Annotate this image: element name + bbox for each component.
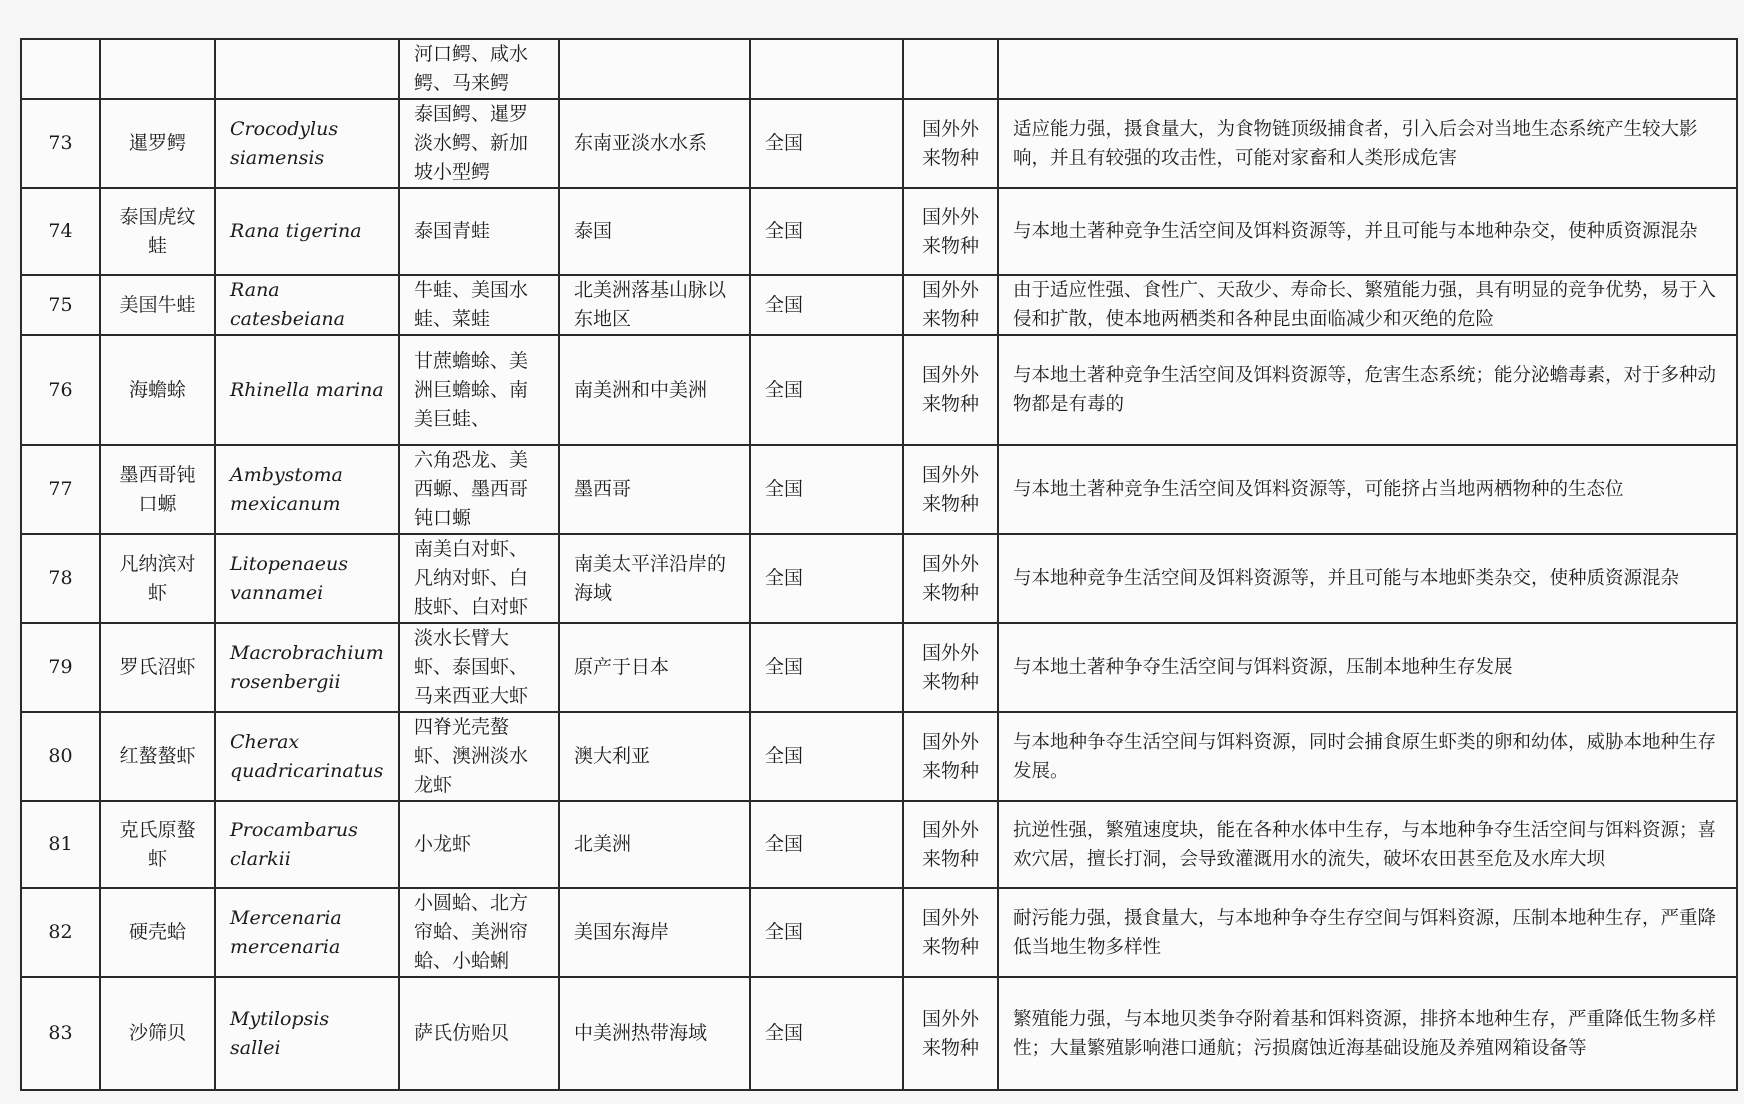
species-type-cell: 国外外来物种 (903, 188, 998, 275)
alias-names-cell: 淡水长臂大虾、泰国虾、马来西亚大虾 (399, 623, 559, 712)
ecological-impact-cell: 繁殖能力强，与本地贝类争夺附着基和饵料资源，排挤本地种生存，严重降低生物多样性；大量繁殖影响港口通航；污损腐蚀近海基础设施及养殖网箱设备等 (998, 977, 1737, 1090)
native-origin-cell: 原产于日本 (559, 623, 750, 712)
table-row (21, 623, 1737, 712)
alias-names-cell: 泰国青蛙 (399, 188, 559, 275)
distribution-range-cell: 全国 (750, 99, 903, 188)
ecological-impact-cell (998, 39, 1737, 99)
alias-names-cell: 河口鳄、咸水鳄、马来鳄 (399, 39, 559, 99)
distribution-range-cell: 全国 (750, 888, 903, 977)
table-row (21, 712, 1737, 801)
distribution-range-cell: 全国 (750, 712, 903, 801)
ecological-impact-cell: 与本地种争夺生活空间与饵料资源，同时会捕食原生虾类的卵和幼体，威胁本地种生存发展。 (998, 712, 1737, 801)
species-number-cell: 81 (21, 801, 100, 888)
ecological-impact-cell: 抗逆性强，繁殖速度块，能在各种水体中生存，与本地种争夺生活空间与饵料资源；喜欢穴居，擅长打洞，会导致灌溉用水的流失，破坏农田甚至危及水库大坝 (998, 801, 1737, 888)
common-name-cell: 硬壳蛤 (100, 888, 215, 977)
common-name-cell: 墨西哥钝口螈 (100, 445, 215, 534)
ecological-impact-cell: 适应能力强，摄食量大，为食物链顶级捕食者，引入后会对当地生态系统产生较大影响，并且有较强的攻击性，可能对家畜和人类形成危害 (998, 99, 1737, 188)
alias-names-cell: 甘蔗蟾蜍、美洲巨蟾蜍、南美巨蛙、 (399, 335, 559, 445)
table-row (21, 335, 1737, 445)
alias-names-cell: 南美白对虾、凡纳对虾、白肢虾、白对虾 (399, 534, 559, 623)
table-row (21, 39, 1737, 99)
table-row (21, 445, 1737, 534)
scientific-name-cell: Cherax quadricarinatus (215, 712, 399, 801)
scientific-name-cell: Crocodylus siamensis (215, 99, 399, 188)
table-row (21, 534, 1737, 623)
common-name-cell: 克氏原螯虾 (100, 801, 215, 888)
species-type-cell (903, 39, 998, 99)
species-number-cell: 77 (21, 445, 100, 534)
common-name-cell: 美国牛蛙 (100, 275, 215, 335)
species-type-cell: 国外外来物种 (903, 275, 998, 335)
scientific-name-cell: Mytilopsis sallei (215, 977, 399, 1090)
alias-names-cell: 萨氏仿贻贝 (399, 977, 559, 1090)
species-type-cell: 国外外来物种 (903, 445, 998, 534)
native-origin-cell (559, 39, 750, 99)
scientific-name-cell: Ambystoma mexicanum (215, 445, 399, 534)
alias-names-cell: 六角恐龙、美西螈、墨西哥钝口螈 (399, 445, 559, 534)
native-origin-cell: 北美洲落基山脉以东地区 (559, 275, 750, 335)
distribution-range-cell: 全国 (750, 534, 903, 623)
table-row (21, 977, 1737, 1090)
species-number-cell: 73 (21, 99, 100, 188)
native-origin-cell: 中美洲热带海域 (559, 977, 750, 1090)
native-origin-cell: 南美洲和中美洲 (559, 335, 750, 445)
common-name-cell: 暹罗鳄 (100, 99, 215, 188)
alias-names-cell: 小圆蛤、北方帘蛤、美洲帘蛤、小蛤蜊 (399, 888, 559, 977)
scientific-name-cell: Litopenaeus vannamei (215, 534, 399, 623)
common-name-cell: 红螯螯虾 (100, 712, 215, 801)
table-row (21, 188, 1737, 275)
species-type-cell: 国外外来物种 (903, 335, 998, 445)
native-origin-cell: 东南亚淡水水系 (559, 99, 750, 188)
ecological-impact-cell: 与本地土著种竞争生活空间及饵料资源等，可能挤占当地两栖物种的生态位 (998, 445, 1737, 534)
distribution-range-cell: 全国 (750, 977, 903, 1090)
common-name-cell: 凡纳滨对虾 (100, 534, 215, 623)
species-number-cell (21, 39, 100, 99)
distribution-range-cell: 全国 (750, 188, 903, 275)
native-origin-cell: 美国东海岸 (559, 888, 750, 977)
scientific-name-cell: Macrobrachium rosenbergii (215, 623, 399, 712)
common-name-cell: 罗氏沼虾 (100, 623, 215, 712)
alias-names-cell: 牛蛙、美国水蛙、菜蛙 (399, 275, 559, 335)
species-table-sheet (20, 38, 1736, 1091)
scientific-name-cell (215, 39, 399, 99)
distribution-range-cell: 全国 (750, 335, 903, 445)
alias-names-cell: 小龙虾 (399, 801, 559, 888)
distribution-range-cell: 全国 (750, 623, 903, 712)
scientific-name-cell: Procambarus clarkii (215, 801, 399, 888)
species-type-cell: 国外外来物种 (903, 623, 998, 712)
table-row (21, 801, 1737, 888)
scientific-name-cell: Rana catesbeiana (215, 275, 399, 335)
ecological-impact-cell: 与本地土著种竞争生活空间及饵料资源等，危害生态系统；能分泌蟾毒素，对于多种动物都是有毒的 (998, 335, 1737, 445)
species-type-cell: 国外外来物种 (903, 801, 998, 888)
native-origin-cell: 墨西哥 (559, 445, 750, 534)
alias-names-cell: 四脊光壳螯虾、澳洲淡水龙虾 (399, 712, 559, 801)
species-number-cell: 80 (21, 712, 100, 801)
distribution-range-cell: 全国 (750, 275, 903, 335)
species-type-cell: 国外外来物种 (903, 712, 998, 801)
species-type-cell: 国外外来物种 (903, 888, 998, 977)
table-row (21, 888, 1737, 977)
ecological-impact-cell: 由于适应性强、食性广、天敌少、寿命长、繁殖能力强，具有明显的竞争优势，易于入侵和扩散，使本地两栖类和各种昆虫面临减少和灭绝的危险 (998, 275, 1737, 335)
common-name-cell: 海蟾蜍 (100, 335, 215, 445)
species-number-cell: 82 (21, 888, 100, 977)
distribution-range-cell: 全国 (750, 445, 903, 534)
scientific-name-cell: Rhinella marina (215, 335, 399, 445)
distribution-range-cell (750, 39, 903, 99)
species-number-cell: 76 (21, 335, 100, 445)
species-number-cell: 78 (21, 534, 100, 623)
scientific-name-cell: Mercenaria mercenaria (215, 888, 399, 977)
ecological-impact-cell: 耐污能力强，摄食量大，与本地种争夺生存空间与饵料资源，压制本地种生存，严重降低当地生物多样性 (998, 888, 1737, 977)
species-number-cell: 75 (21, 275, 100, 335)
invasive-species-table (20, 38, 1738, 1091)
ecological-impact-cell: 与本地土著种竞争生活空间及饵料资源等，并且可能与本地种杂交，使种质资源混杂 (998, 188, 1737, 275)
species-type-cell: 国外外来物种 (903, 977, 998, 1090)
species-type-cell: 国外外来物种 (903, 99, 998, 188)
table-row (21, 275, 1737, 335)
species-number-cell: 79 (21, 623, 100, 712)
table-row (21, 99, 1737, 188)
native-origin-cell: 泰国 (559, 188, 750, 275)
species-type-cell: 国外外来物种 (903, 534, 998, 623)
ecological-impact-cell: 与本地种竞争生活空间及饵料资源等，并且可能与本地虾类杂交，使种质资源混杂 (998, 534, 1737, 623)
species-number-cell: 74 (21, 188, 100, 275)
common-name-cell: 沙筛贝 (100, 977, 215, 1090)
common-name-cell (100, 39, 215, 99)
native-origin-cell: 澳大利亚 (559, 712, 750, 801)
alias-names-cell: 泰国鳄、暹罗淡水鳄、新加坡小型鳄 (399, 99, 559, 188)
ecological-impact-cell: 与本地土著种争夺生活空间与饵料资源，压制本地种生存发展 (998, 623, 1737, 712)
scientific-name-cell: Rana tigerina (215, 188, 399, 275)
common-name-cell: 泰国虎纹蛙 (100, 188, 215, 275)
native-origin-cell: 南美太平洋沿岸的海域 (559, 534, 750, 623)
native-origin-cell: 北美洲 (559, 801, 750, 888)
species-number-cell: 83 (21, 977, 100, 1090)
distribution-range-cell: 全国 (750, 801, 903, 888)
